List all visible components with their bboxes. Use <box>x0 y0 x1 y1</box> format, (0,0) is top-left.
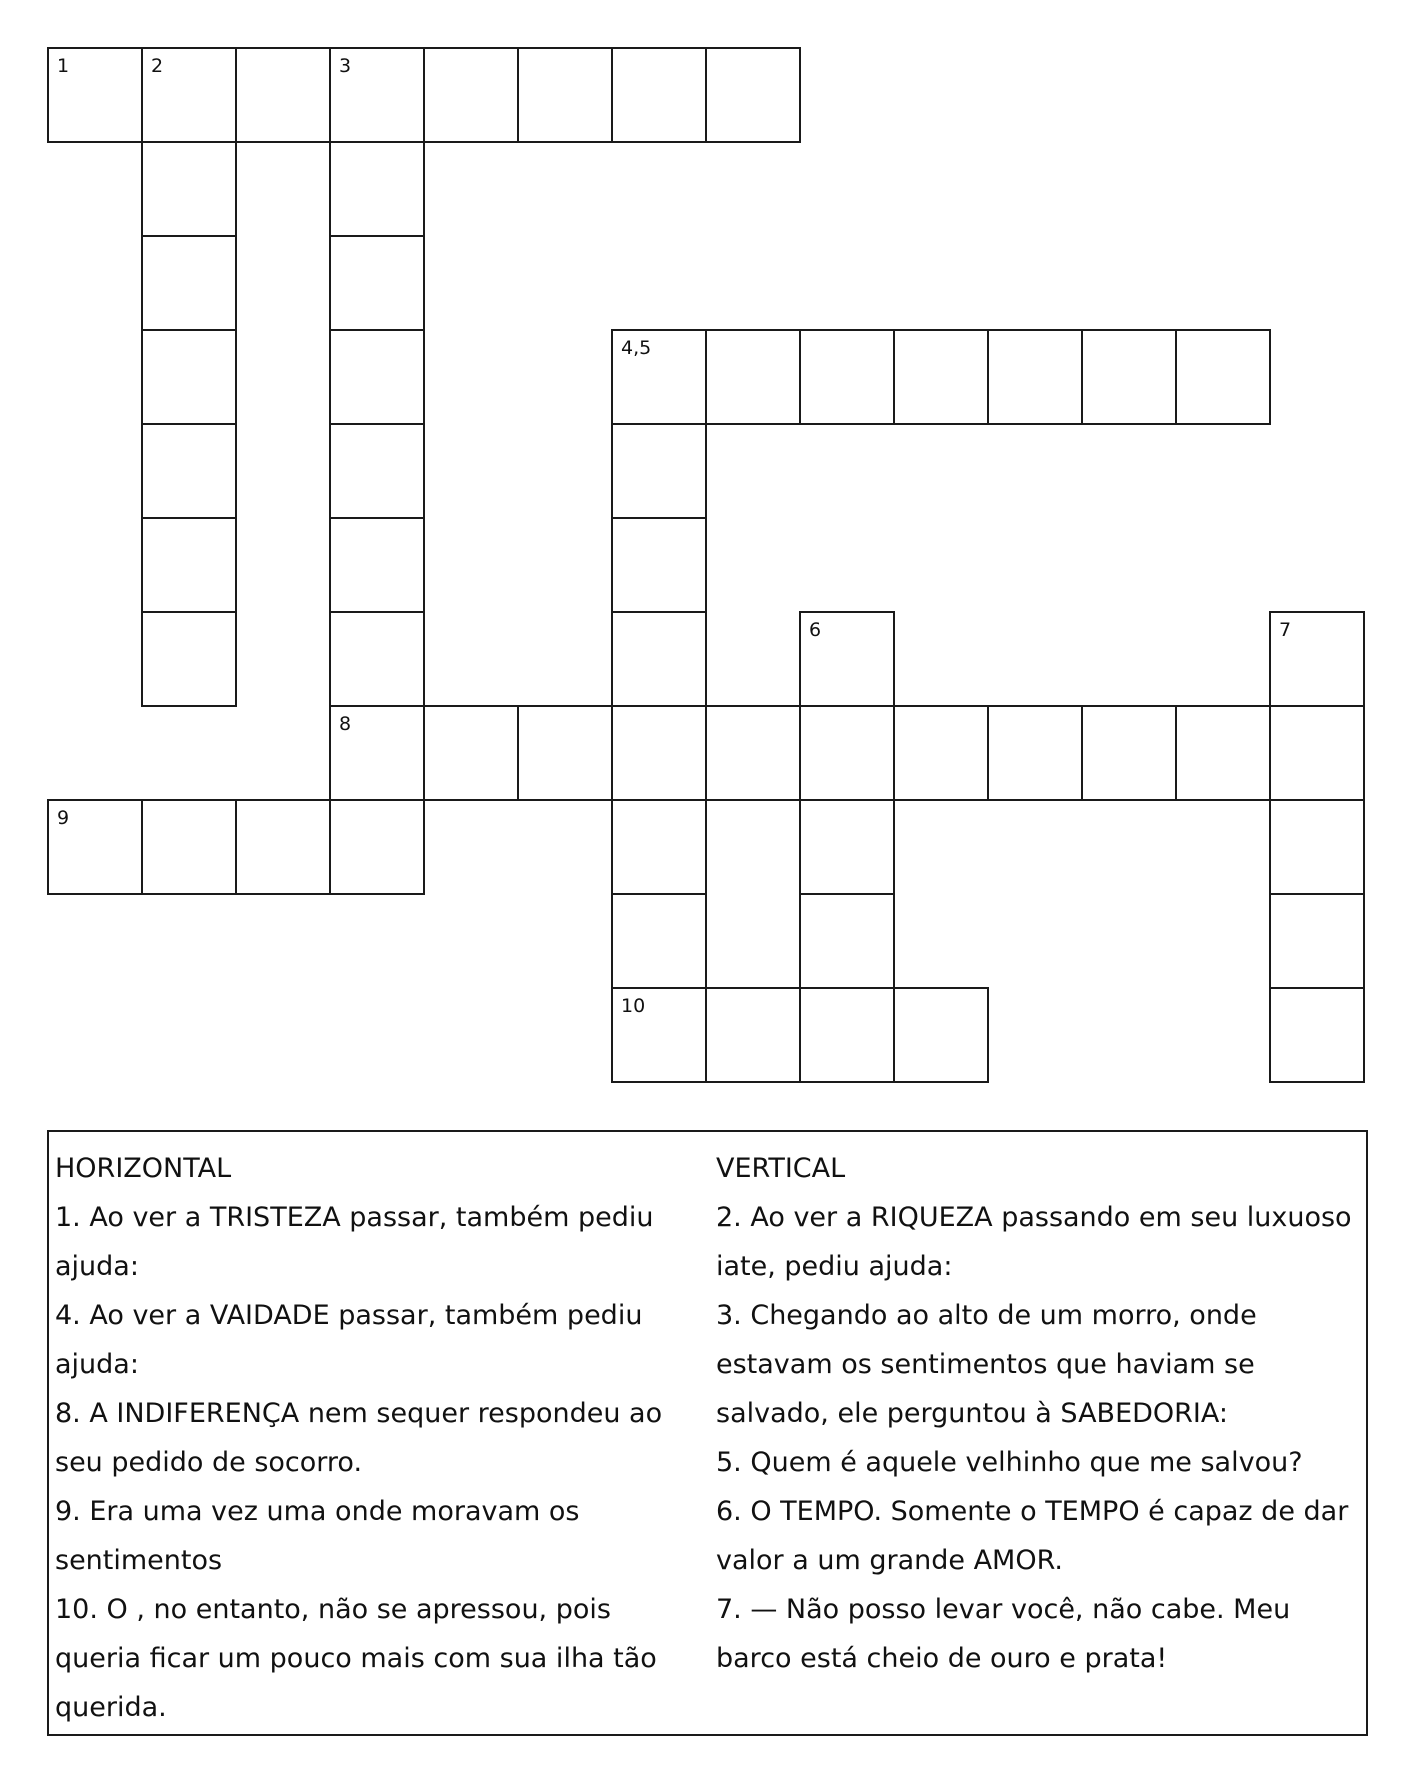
clue-h9: 9. Era uma vez uma onde moravam os sentimentos <box>55 1496 580 1576</box>
grid-cell[interactable] <box>329 141 425 237</box>
grid-cell[interactable] <box>141 141 237 237</box>
grid-cell[interactable] <box>1081 329 1177 425</box>
grid-cell[interactable] <box>423 705 519 801</box>
grid-cell[interactable] <box>235 47 331 143</box>
grid-cell[interactable] <box>1269 611 1365 707</box>
grid-cell[interactable] <box>705 705 801 801</box>
grid-cell[interactable] <box>329 705 425 801</box>
grid-cell[interactable] <box>329 611 425 707</box>
grid-cell[interactable] <box>141 611 237 707</box>
grid-cell[interactable] <box>611 329 707 425</box>
grid-cell[interactable] <box>1175 705 1271 801</box>
grid-cell[interactable] <box>329 423 425 519</box>
clues-box <box>47 1130 1368 1736</box>
clue-h1: 1. Ao ver a TRISTEZA passar, também pediu ajuda: <box>55 1202 654 1282</box>
grid-cell[interactable] <box>611 987 707 1083</box>
grid-cell[interactable] <box>705 329 801 425</box>
grid-cell[interactable] <box>705 47 801 143</box>
grid-cell[interactable] <box>329 329 425 425</box>
grid-cell[interactable] <box>611 799 707 895</box>
grid-cell[interactable] <box>47 799 143 895</box>
clue-number: 1 <box>57 55 70 77</box>
grid-cell[interactable] <box>235 799 331 895</box>
grid-cell[interactable] <box>141 235 237 331</box>
clue-number: 10 <box>621 995 646 1017</box>
clue-number: 2 <box>151 55 164 77</box>
grid-cell[interactable] <box>799 329 895 425</box>
grid-cell[interactable] <box>141 329 237 425</box>
grid-cell[interactable] <box>611 705 707 801</box>
grid-cell[interactable] <box>611 611 707 707</box>
vertical-clues <box>716 1144 1366 1683</box>
horizontal-clues <box>55 1144 705 1732</box>
vertical-heading: VERTICAL <box>716 1153 846 1184</box>
clue-v5: 5. Quem é aquele velhinho que me salvou? <box>716 1447 1303 1478</box>
grid-cell[interactable] <box>799 611 895 707</box>
clue-number: 7 <box>1279 619 1292 641</box>
clue-v3: 3. Chegando ao alto de um morro, onde estavam os sentimentos que haviam se salvado, ele perguntou à SABEDORIA: <box>716 1300 1257 1429</box>
clue-v6: 6. O TEMPO. Somente o TEMPO é capaz de dar valor a um grande AMOR. <box>716 1496 1349 1576</box>
clue-number: 3 <box>339 55 352 77</box>
grid-cell[interactable] <box>1269 987 1365 1083</box>
grid-cell[interactable] <box>47 47 143 143</box>
grid-cell[interactable] <box>141 47 237 143</box>
grid-cell[interactable] <box>799 799 895 895</box>
clue-h4: 4. Ao ver a VAIDADE passar, também pediu ajuda: <box>55 1300 643 1380</box>
grid-cell[interactable] <box>799 987 895 1083</box>
grid-cell[interactable] <box>799 893 895 989</box>
grid-cell[interactable] <box>1269 893 1365 989</box>
grid-cell[interactable] <box>893 329 989 425</box>
grid-cell[interactable] <box>1175 329 1271 425</box>
grid-cell[interactable] <box>517 47 613 143</box>
clue-number: 4,5 <box>621 337 652 359</box>
clue-v7: 7. — Não posso levar você, não cabe. Meu barco está cheio de ouro e prata! <box>716 1594 1291 1674</box>
grid-cell[interactable] <box>1269 799 1365 895</box>
grid-cell[interactable] <box>141 423 237 519</box>
clue-h8: 8. A INDIFERENÇA nem sequer respondeu ao seu pedido de socorro. <box>55 1398 663 1478</box>
clue-v2: 2. Ao ver a RIQUEZA passando em seu luxuoso iate, pediu ajuda: <box>716 1202 1352 1282</box>
grid-cell[interactable] <box>1081 705 1177 801</box>
grid-cell[interactable] <box>1269 705 1365 801</box>
grid-cell[interactable] <box>329 799 425 895</box>
grid-cell[interactable] <box>893 987 989 1083</box>
grid-cell[interactable] <box>611 893 707 989</box>
grid-cell[interactable] <box>329 235 425 331</box>
grid-cell[interactable] <box>705 987 801 1083</box>
clue-number: 9 <box>57 807 70 829</box>
grid-cell[interactable] <box>329 47 425 143</box>
grid-cell[interactable] <box>141 517 237 613</box>
clue-number: 6 <box>809 619 822 641</box>
grid-cell[interactable] <box>611 47 707 143</box>
horizontal-heading: HORIZONTAL <box>55 1153 232 1184</box>
grid-cell[interactable] <box>987 329 1083 425</box>
grid-cell[interactable] <box>517 705 613 801</box>
grid-cell[interactable] <box>423 47 519 143</box>
grid-cell[interactable] <box>893 705 989 801</box>
clue-h10: 10. O , no entanto, não se apressou, pois queria ficar um pouco mais com sua ilha tão querida. <box>55 1594 657 1723</box>
grid-cell[interactable] <box>329 517 425 613</box>
grid-cell[interactable] <box>611 517 707 613</box>
grid-cell[interactable] <box>799 705 895 801</box>
grid-cell[interactable] <box>141 799 237 895</box>
grid-cell[interactable] <box>987 705 1083 801</box>
clue-number: 8 <box>339 713 352 735</box>
grid-cell[interactable] <box>611 423 707 519</box>
